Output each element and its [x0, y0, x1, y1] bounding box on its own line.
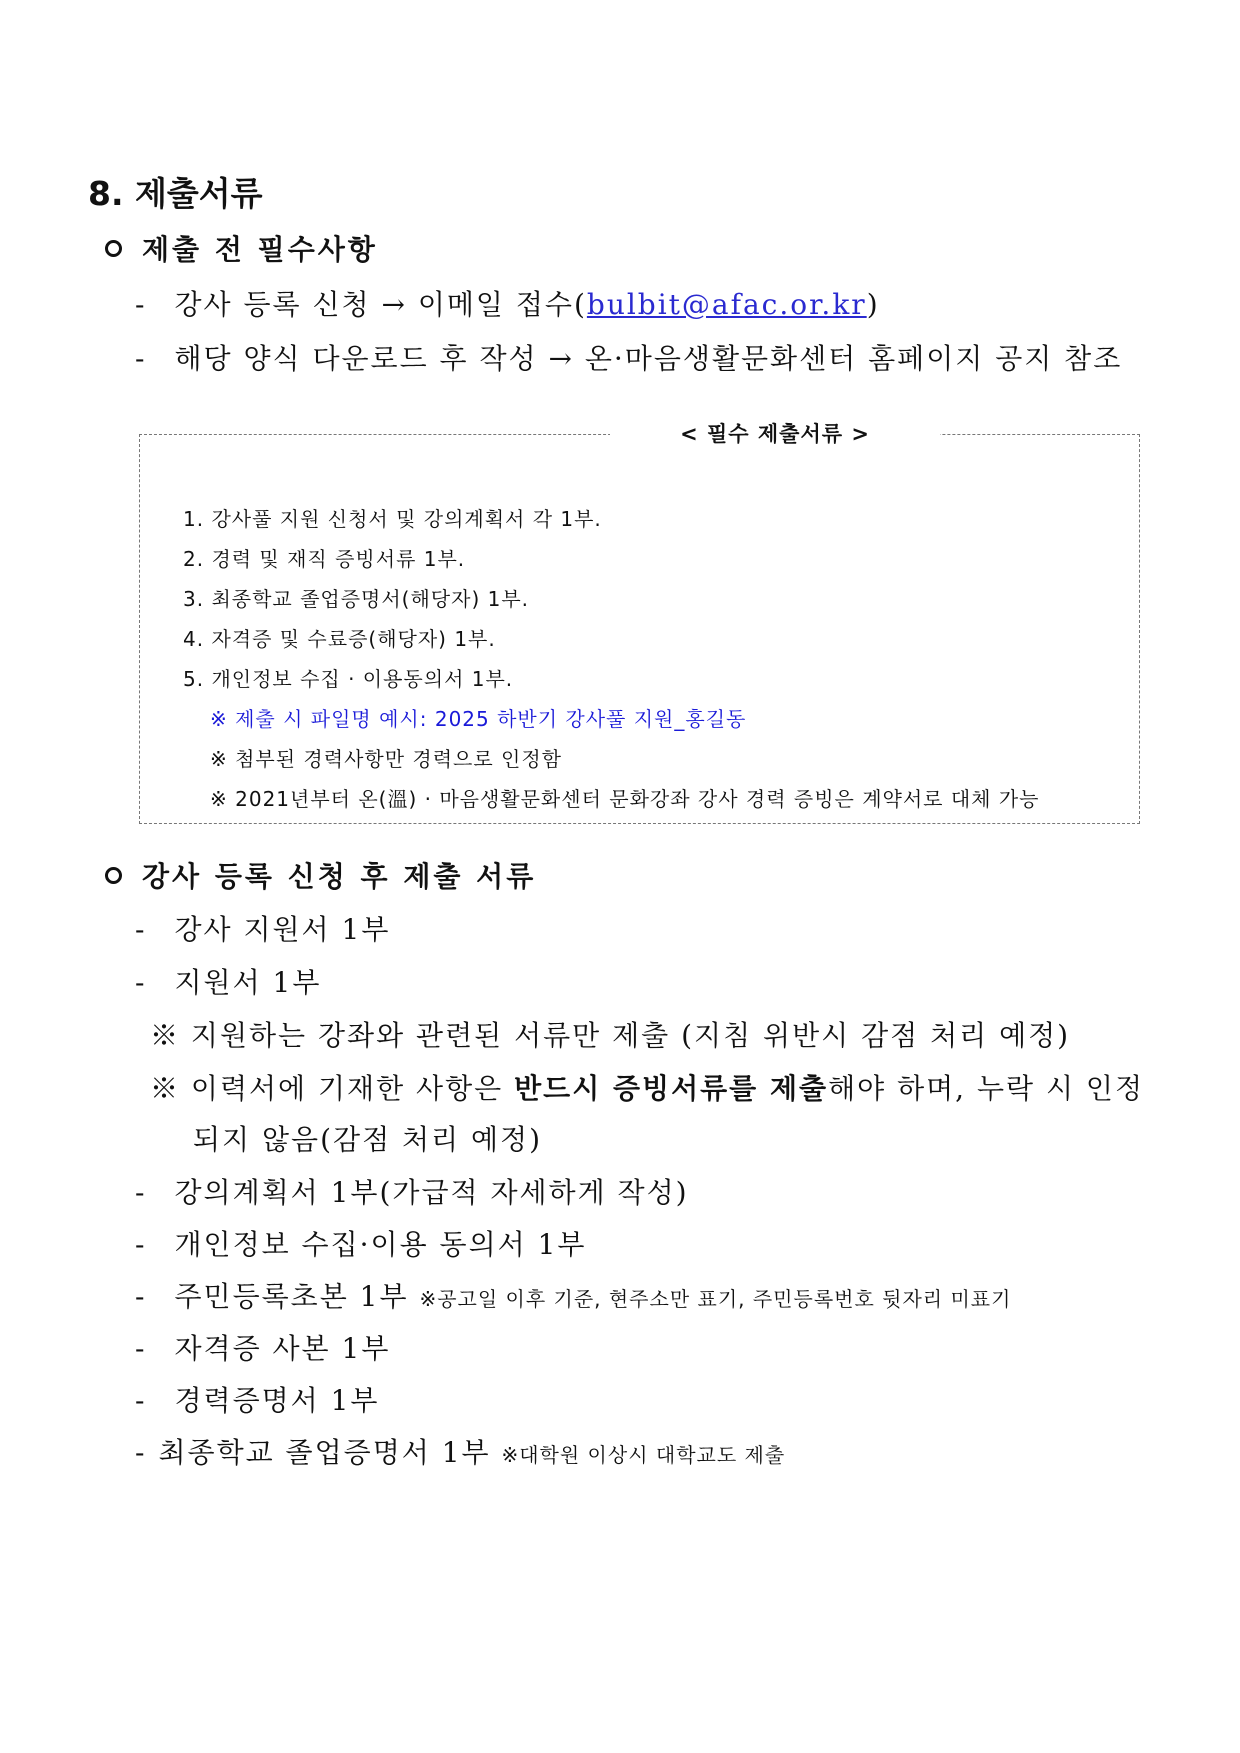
- post-item-2: [135, 961, 321, 1001]
- item-text: 최종학교 졸업증명서 1부: [158, 1436, 491, 1469]
- ref-text: ※ 이력서에 기재한 사항은: [150, 1072, 515, 1105]
- post-item-8: [135, 1431, 785, 1471]
- required-documents-box: [139, 422, 1140, 824]
- dash-marker: -: [135, 966, 147, 999]
- dash-marker: -: [135, 1176, 147, 1209]
- item-text: 자격증 사본 1부: [174, 1332, 391, 1365]
- box-item-3: 3. 최종학교 졸업증명서(해당자) 1부.: [183, 587, 530, 611]
- item-text: 강의계획서 1부(가급적 자세하게 작성): [174, 1176, 689, 1209]
- post-reference-2-continued: 되지 않음(감점 처리 예정): [193, 1123, 543, 1156]
- box-title: < 필수 제출서류 >: [610, 419, 940, 449]
- dash-marker: -: [135, 913, 147, 946]
- item-text: 지원서 1부: [174, 966, 322, 999]
- post-item-1: [135, 908, 390, 948]
- item-note: ※공고일 이후 기준, 현주소만 표기, 주민등록번호 뒷자리 미표기: [419, 1287, 1012, 1311]
- box-note-filename: ※ 제출 시 파일명 예시: 2025 하반기 강사풀 지원_홍길동: [210, 707, 747, 731]
- circle-bullet-icon: [105, 867, 122, 884]
- ref-emphasis: 반드시 증빙서류를 제출: [514, 1072, 829, 1105]
- item-text: 주민등록초본 1부: [174, 1280, 409, 1313]
- section-title: 8. 제출서류: [88, 174, 263, 213]
- post-registration-heading: 강사 등록 신청 후 제출 서류: [142, 860, 537, 893]
- pre-required-item-1: [135, 283, 880, 323]
- item-text: 경력증명서 1부: [174, 1384, 380, 1417]
- post-reference-1: ※ 지원하는 강좌와 관련된 서류만 제출 (지침 위반시 감점 처리 예정): [150, 1019, 1071, 1052]
- post-item-3: [135, 1171, 689, 1211]
- box-item-1: 1. 강사풀 지원 신청서 및 강의계획서 각 1부.: [183, 507, 602, 531]
- pre-required-heading: 제출 전 필수사항: [142, 233, 378, 266]
- item-text: 해당 양식 다운로드 후 작성 → 온·마음생활문화센터 홈페이지 공지 참조: [174, 342, 1123, 375]
- box-note-career: ※ 첨부된 경력사항만 경력으로 인정함: [210, 747, 562, 771]
- dash-marker: -: [135, 1280, 147, 1313]
- post-item-6: [135, 1327, 390, 1367]
- pre-required-item-2: [135, 337, 1122, 377]
- item-text: 강사 등록 신청 → 이메일 접수(: [174, 288, 587, 321]
- dash-marker: -: [135, 1436, 147, 1469]
- post-item-5: [135, 1275, 1011, 1315]
- ref-text-after: 해야 하며, 누락 시 인정: [828, 1072, 1145, 1105]
- email-link[interactable]: bulbit@afac.or.kr: [586, 288, 867, 321]
- dash-marker: -: [135, 1332, 147, 1365]
- post-item-7: [135, 1379, 379, 1419]
- pre-required-heading-row: [105, 228, 378, 268]
- dash-marker: -: [135, 1228, 147, 1261]
- item-text: 강사 지원서 1부: [174, 913, 391, 946]
- post-registration-heading-row: [105, 855, 536, 895]
- box-item-2: 2. 경력 및 재직 증빙서류 1부.: [183, 547, 466, 571]
- item-text-after: ): [866, 288, 880, 321]
- box-item-5: 5. 개인정보 수집 · 이용동의서 1부.: [183, 667, 514, 691]
- box-item-4: 4. 자격증 및 수료증(해당자) 1부.: [183, 627, 496, 651]
- dash-marker: -: [135, 288, 147, 321]
- box-note-contract: ※ 2021년부터 온(溫) · 마음생활문화센터 문화강좌 강사 경력 증빙은 계약서로 대체 가능: [210, 787, 1040, 811]
- dash-marker: -: [135, 342, 147, 375]
- circle-bullet-icon: [105, 240, 122, 257]
- post-reference-2: [150, 1067, 1144, 1107]
- item-note: ※대학원 이상시 대학교도 제출: [501, 1443, 786, 1467]
- dash-marker: -: [135, 1384, 147, 1417]
- post-item-4: [135, 1223, 586, 1263]
- item-text: 개인정보 수집·이용 동의서 1부: [174, 1228, 587, 1261]
